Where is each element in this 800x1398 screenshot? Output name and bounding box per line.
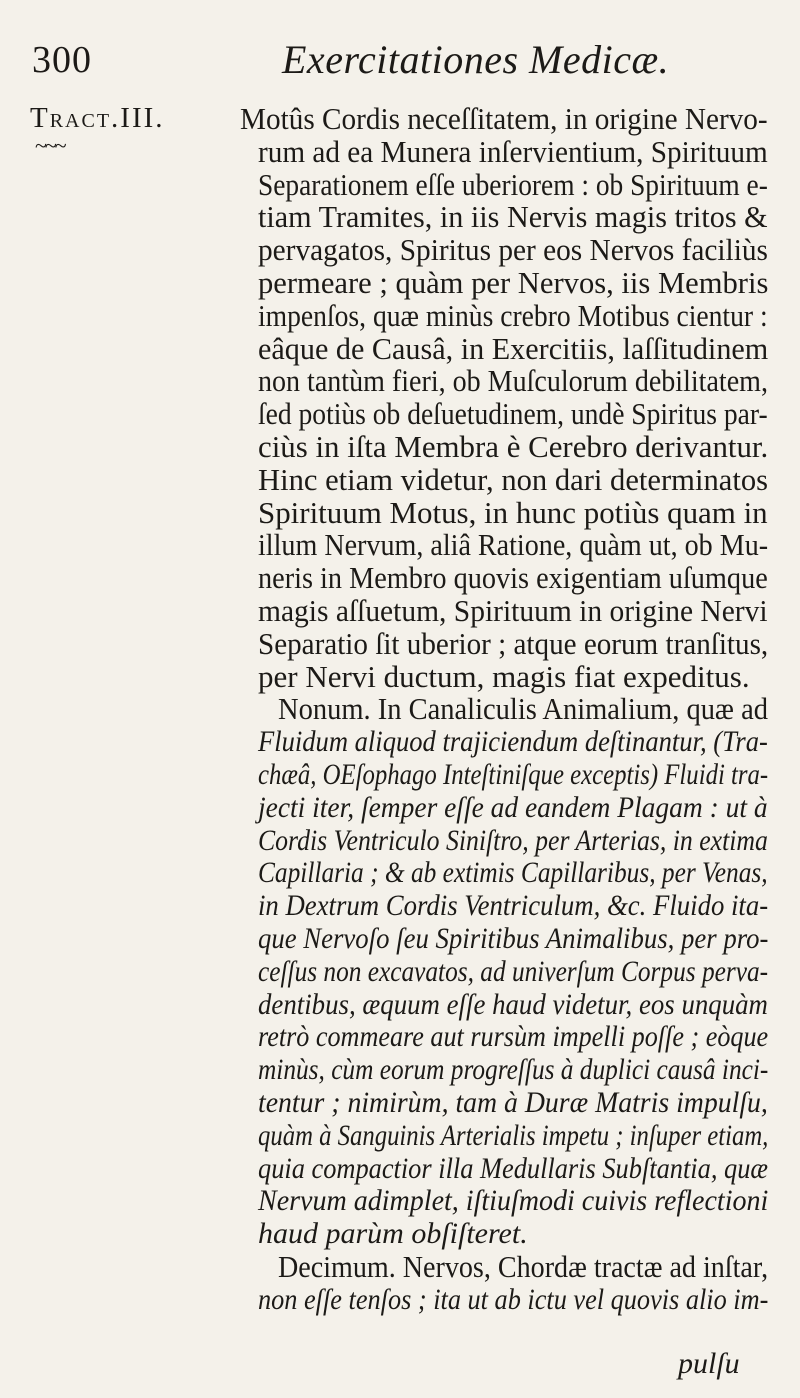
text-line: Cordis Ventriculo Siniſtro, per Arterias, in extima [258,823,768,857]
text-line: rum ad ea Munera inſervientium, Spirituum [258,133,768,169]
text-line: Capillaria ; & ab extimis Capillaribus, per Venas, [258,856,768,890]
text-line: Motûs Cordis neceſſitatem, in origine Nervo- [240,101,768,136]
text-line: ceſſus non excavatos, ad univerſum Corpus perva- [258,954,769,988]
text-line: eâque de Causâ, in Exercitiis, laſſitudinem [258,330,769,366]
text-line: non eſſe tenſos ; ita ut ab ictu vel quovis alio im- [258,1282,769,1316]
text-line: magis aſſuetum, Spirituum in origine Nervi [258,593,768,628]
text-line: neris in Membro quovis exigentiam uſumque [258,560,768,596]
text-line: in Dextrum Cordis Ventriculum, &c. Fluido ita- [258,889,769,923]
text-line: Spirituum Motus, in hunc potiùs quam in [258,494,768,530]
text-line: pervagatos, Spiritus per eos Nervos faciliùs [258,232,768,268]
text-line: dentibus, æquum eſſe haud videtur, eos unquàm [258,987,768,1021]
catchword: pulſu [678,1347,740,1380]
text-line: minùs, cùm eorum progreſſus à duplici causâ inci- [258,1053,769,1087]
text-line: quàm à Sanguinis Arterialis impetu ; inſuper etiam, [258,1118,769,1152]
text-line: jecti iter, ſemper eſſe ad eandem Plagam : ut à [258,790,768,824]
margin-note [30,100,235,156]
tract-label: Tract.III. [30,102,165,134]
text-line: Nonum. In Canaliculis Animalium, quæ ad [278,691,768,727]
text-line: que Nervoſo ſeu Spiritibus Animalibus, per pro- [258,922,769,955]
text-line: ciùs in iſta Membra è Cerebro derivantur. [258,429,769,464]
text-line: chæâ, OEſophago Inteſtiniſque exceptis) Fluidi tra- [258,758,769,791]
text-line: per Nervi ductum, magis fiat expeditus. [258,658,750,694]
text-line: impenſos, quæ minùs crebro Motibus cientur : [258,297,768,333]
text-line: retrò commeare aut rursùm impelli poſſe ; eòque [258,1020,769,1054]
text-line: haud parùm obſiſteret. [258,1217,528,1251]
ornament-icon: ~~~ [35,133,65,158]
text-line: tiam Tramites, in iis Nervis magis tritos & [258,199,768,235]
text-line: quia compactior illa Medullaris Subſtantia, quæ [258,1151,768,1185]
text-line: permeare ; quàm per Nervos, iis Membris [258,265,769,300]
text-line: ſed potiùs ob deſuetudinem, undè Spiritus par- [258,396,768,432]
page-number: 300 [32,39,92,81]
text-line: non tantùm fieri, ob Muſculorum debilitatem, [258,363,768,399]
text-line: Separatio ſit uberior ; atque eorum tranſitus, [258,625,769,661]
text-line: Nervum adimplet, iſtiuſmodi cuivis reflectioni [258,1184,769,1218]
text-line: Hinc etiam videtur, non dari determinatos [258,461,769,497]
running-head: Exercitationes Medicæ. [282,37,670,82]
text-line: Separationem eſſe uberiorem : ob Spirituum e- [258,166,768,202]
text-line: illum Nervum, aliâ Ratione, quàm ut, ob Mu- [258,527,769,563]
text-line: Fluidum aliquod trajiciendum deſtinantur, (Tra- [258,725,768,759]
text-line: Decimum. Nervos, Chordæ tractæ ad inſtar, [278,1249,769,1284]
text-line: tentur ; nimirùm, tam à Duræ Matris impulſu, [258,1086,768,1119]
page-header [32,30,772,90]
